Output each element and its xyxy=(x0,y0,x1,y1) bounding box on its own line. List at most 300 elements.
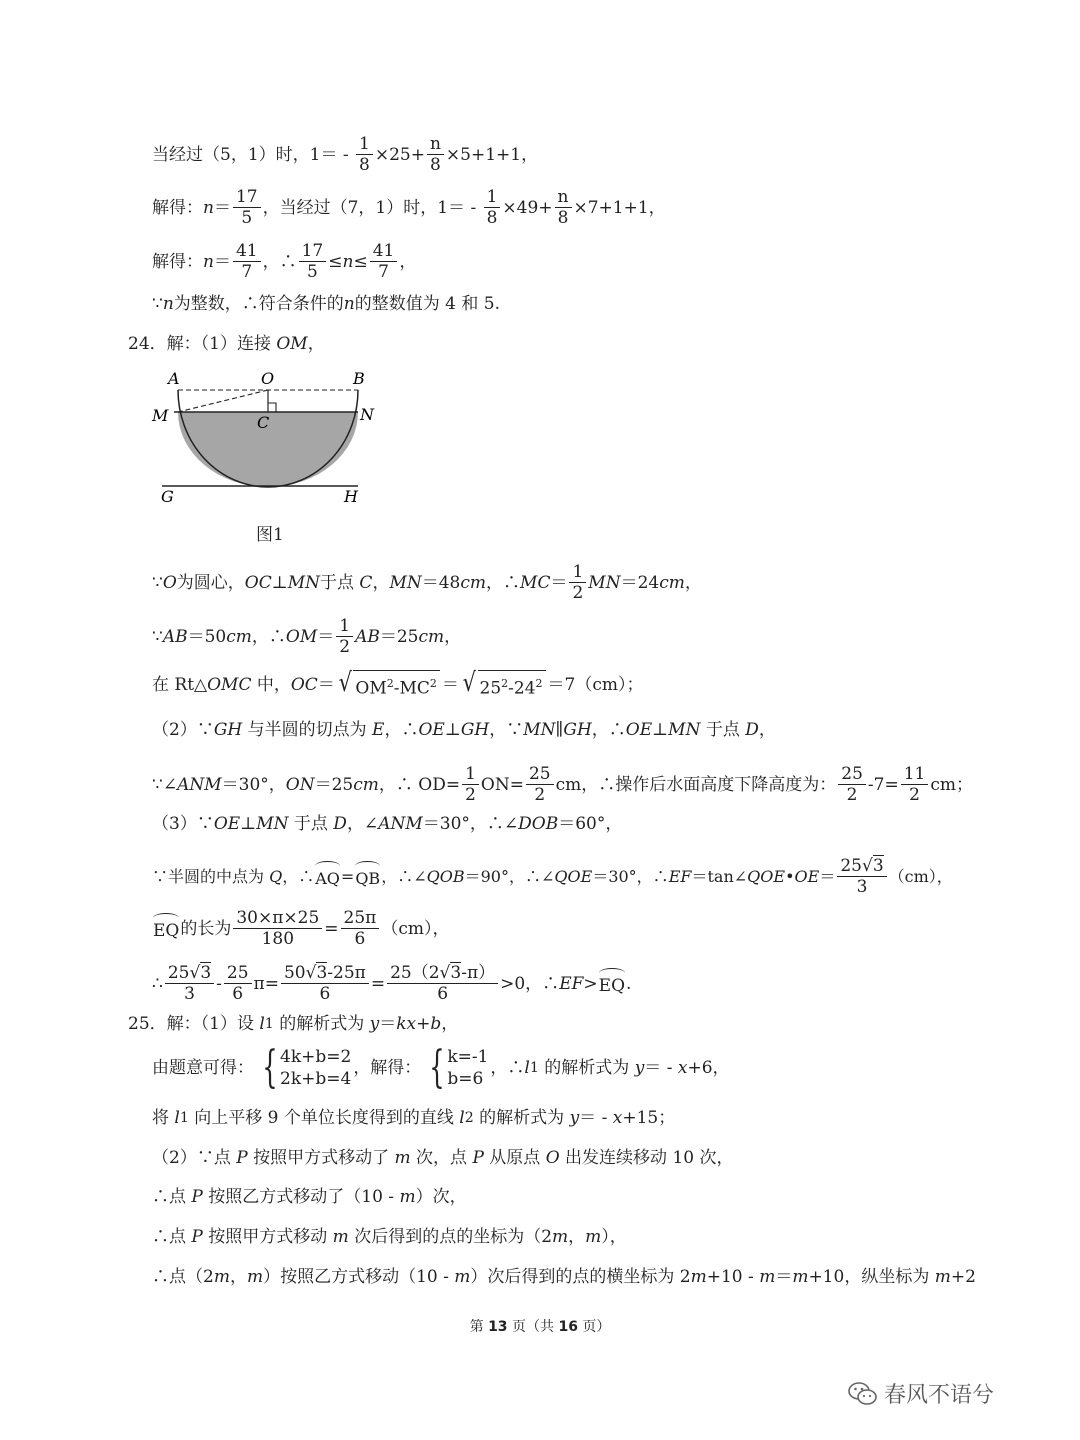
equation-system xyxy=(256,1042,352,1093)
text: ×25+ xyxy=(374,144,425,165)
brace: { xyxy=(262,1042,278,1093)
radicand xyxy=(353,670,440,700)
text: ＝ - xyxy=(644,1058,678,1078)
label-n: N xyxy=(360,405,374,424)
question-24-heading xyxy=(128,332,325,356)
text: 于点 xyxy=(320,572,360,593)
numerator: 25（2√3-π） xyxy=(387,963,498,984)
variable: OE xyxy=(625,720,653,740)
fraction xyxy=(233,908,322,949)
denominator: 6 xyxy=(319,984,331,1004)
text: ，∴ xyxy=(591,720,626,740)
denominator: 2 xyxy=(339,637,351,657)
line-1 xyxy=(152,134,538,175)
denominator: 2 xyxy=(534,785,546,805)
fraction xyxy=(224,963,252,1004)
text: 在 Rt△ xyxy=(152,674,208,695)
text: ∵ xyxy=(152,572,163,593)
text: 的长为 xyxy=(180,918,232,939)
equation: k=-1 xyxy=(447,1047,489,1067)
text: > xyxy=(583,973,598,994)
numerator: 1 xyxy=(336,616,353,637)
text: （cm）， xyxy=(888,866,953,886)
fraction xyxy=(555,187,572,228)
text: ∴点 xyxy=(152,1227,192,1247)
variable: m xyxy=(394,1148,411,1168)
text: ＝30°，∴ xyxy=(592,866,669,886)
text: 24．解：（1）连接 xyxy=(128,334,277,354)
variable: D xyxy=(745,720,759,740)
text: ∵∠ xyxy=(152,774,178,795)
variable: OM xyxy=(276,334,308,354)
line-9 xyxy=(152,718,776,742)
text: ＝ - xyxy=(579,1108,613,1128)
variable: MN xyxy=(523,720,556,740)
numerator: n xyxy=(555,187,572,208)
variable: x xyxy=(677,1058,688,1078)
equations xyxy=(280,1046,351,1090)
numerator: 25 xyxy=(526,764,554,785)
coefficient: 25 xyxy=(840,856,862,876)
variable: QOE xyxy=(747,866,786,886)
variable: ON xyxy=(285,774,315,795)
line-10 xyxy=(152,764,973,805)
text: ＝ xyxy=(213,251,231,272)
variable: m xyxy=(690,1267,707,1287)
text: ∴ xyxy=(152,973,163,994)
numerator: 25π xyxy=(341,908,380,929)
radicand: 3 xyxy=(872,856,884,876)
question-25-heading xyxy=(128,1012,458,1036)
text: 25．解：（1）设 xyxy=(128,1014,260,1034)
coefficient: 25 xyxy=(167,963,190,983)
footer-text: 第 xyxy=(469,1319,489,1335)
text: ，∴ xyxy=(384,720,419,740)
text: ）， xyxy=(601,1227,627,1247)
line-3 xyxy=(152,241,416,282)
unit: cm xyxy=(418,626,445,647)
variable: Q xyxy=(269,866,283,886)
denominator: 7 xyxy=(241,262,253,282)
text: >0，∴ xyxy=(500,973,560,994)
variable: MC xyxy=(520,572,551,593)
text: +6， xyxy=(687,1058,730,1078)
variable: m xyxy=(332,1227,349,1247)
fraction xyxy=(569,562,586,603)
line-17 xyxy=(152,1106,675,1130)
text: ＝25 xyxy=(379,626,419,647)
variable: OC xyxy=(244,572,272,593)
text: ∴点（2 xyxy=(152,1267,214,1287)
text: ⊥ xyxy=(240,814,257,834)
unit: cm xyxy=(226,626,252,647)
variable: EF xyxy=(559,973,584,994)
text: 的整数值为 4 和 5. xyxy=(354,294,500,314)
label-h: H xyxy=(344,487,358,506)
text: ON= xyxy=(480,774,524,795)
label-a: A xyxy=(168,369,180,388)
fraction xyxy=(370,241,398,282)
text: ∵ xyxy=(152,294,163,314)
text: +10，纵坐标为 xyxy=(808,1267,935,1287)
variable: n xyxy=(203,197,214,218)
text: ＝90°，∴∠ xyxy=(464,866,555,886)
variable: MN xyxy=(668,720,701,740)
text: ⊥ xyxy=(652,720,669,740)
text: ）次后得到的点的横坐标为 2 xyxy=(470,1267,691,1287)
fraction xyxy=(484,187,501,228)
text: ＝24 xyxy=(620,572,660,593)
denominator: 3 xyxy=(184,984,195,1004)
numerator: 17 xyxy=(233,187,261,208)
equation: b=6 xyxy=(447,1069,484,1089)
line-18 xyxy=(152,1146,733,1170)
exponent: 2 xyxy=(535,677,543,690)
denominator: 6 xyxy=(354,929,366,949)
variable: P xyxy=(191,1227,203,1247)
text: 将 xyxy=(152,1108,175,1128)
variable: QOB xyxy=(426,866,465,886)
denominator: 8 xyxy=(557,208,569,228)
text: ，∴ OD= xyxy=(378,774,461,795)
line-13 xyxy=(152,908,450,949)
square-root xyxy=(461,670,546,700)
variable: O xyxy=(545,1148,560,1168)
fraction xyxy=(427,134,444,175)
denominator: 2 xyxy=(909,785,920,805)
unit: cm xyxy=(659,572,685,593)
term: OM xyxy=(355,678,387,699)
fraction xyxy=(387,963,498,1004)
fraction xyxy=(299,241,327,282)
numerator: 25√3 xyxy=(165,963,214,984)
numerator: 11 xyxy=(901,764,929,785)
text: +10 - xyxy=(706,1267,760,1287)
text: cm； xyxy=(930,774,974,795)
text: ， xyxy=(441,1014,459,1034)
variable: y xyxy=(369,1014,380,1034)
text: 解得： xyxy=(152,197,203,218)
variable: MN xyxy=(389,572,422,593)
subscript: 1 xyxy=(529,1060,539,1076)
text: = xyxy=(324,918,339,939)
text: ， xyxy=(372,572,390,593)
denominator: 2 xyxy=(572,583,584,603)
text: 当经过（5，1）时，1＝ - xyxy=(152,144,354,165)
text: ，当经过（7，1）时，1＝ - xyxy=(262,197,482,218)
text: +2 xyxy=(950,1267,976,1287)
line-14 xyxy=(152,963,631,1004)
text: ＝ xyxy=(441,674,459,695)
variable: D xyxy=(333,814,347,834)
variable: m xyxy=(246,1267,264,1287)
denominator: 8 xyxy=(359,155,370,175)
square-root xyxy=(337,670,440,700)
exponent: 2 xyxy=(501,677,509,690)
equation-system xyxy=(423,1042,489,1093)
variable: MN xyxy=(287,572,321,593)
arc-eq: EQ xyxy=(153,915,179,943)
text: ＝25 xyxy=(314,774,354,795)
text: + xyxy=(416,1014,431,1034)
figure-1-diagram xyxy=(150,366,380,511)
variable: m xyxy=(213,1267,230,1287)
variable: kx xyxy=(396,1014,417,1034)
line-7 xyxy=(152,616,461,657)
numerator: 50√3-25π xyxy=(281,963,369,984)
equation: 4k+b=2 xyxy=(280,1047,352,1067)
variable: OE xyxy=(213,814,241,834)
fraction xyxy=(462,764,479,805)
variable: n xyxy=(343,294,355,314)
variable: l xyxy=(259,1014,265,1034)
text: ，∴ xyxy=(486,572,521,593)
numerator: n xyxy=(427,134,444,155)
watermark xyxy=(848,1378,994,1409)
variable: OMC xyxy=(207,674,252,695)
fraction xyxy=(233,187,261,228)
text: ，∴∠ xyxy=(381,866,427,886)
variable: ANM xyxy=(177,774,222,795)
text: 从原点 xyxy=(483,1148,546,1168)
text: . xyxy=(626,973,632,994)
text: ）次， xyxy=(415,1187,467,1207)
denominator: 8 xyxy=(430,155,441,175)
text: +15； xyxy=(622,1108,676,1128)
variable: P xyxy=(191,1187,203,1207)
text: ＝ xyxy=(379,1014,397,1034)
variable: MN xyxy=(256,814,289,834)
text: ＝ xyxy=(317,626,335,647)
line-21 xyxy=(152,1265,976,1289)
variable: OE xyxy=(794,866,820,886)
text: 为圆心， xyxy=(176,572,245,593)
variable: l xyxy=(459,1108,465,1128)
page-total: 16 xyxy=(558,1319,578,1335)
text: ≤ xyxy=(353,251,368,272)
text: 的解析式为 xyxy=(538,1058,635,1078)
numerator: 25 xyxy=(224,963,252,984)
numerator: 1 xyxy=(462,764,479,785)
exponent: 2 xyxy=(386,677,394,690)
denominator: 3 xyxy=(856,877,868,897)
variable: OC xyxy=(290,674,318,695)
equations xyxy=(447,1046,488,1090)
text: 出发连续移动 10 次， xyxy=(559,1148,734,1168)
text: 次，点 xyxy=(410,1148,473,1168)
text: ＝tan∠ xyxy=(691,866,748,886)
term: -25π xyxy=(327,963,366,983)
variable: n xyxy=(203,251,214,272)
text: ＝30°，∴∠ xyxy=(422,814,519,834)
variable: n xyxy=(342,251,354,272)
text: ∴点 xyxy=(152,1187,192,1207)
text: ⊥ xyxy=(271,572,288,593)
text: 解得： xyxy=(152,251,203,272)
label-o: O xyxy=(261,369,275,388)
text: ， xyxy=(684,572,702,593)
variable: O xyxy=(162,572,177,593)
denominator: 6 xyxy=(232,984,244,1004)
radicand xyxy=(478,670,546,700)
brace: { xyxy=(429,1042,446,1093)
variable: AB xyxy=(162,626,188,647)
numerator: 41 xyxy=(370,241,398,262)
text: cm，∴操作后水面高度下降高度为： xyxy=(555,774,837,795)
unit: cm xyxy=(353,774,379,795)
term: -π） xyxy=(461,963,496,983)
text: 于点 xyxy=(288,814,334,834)
line-6 xyxy=(152,562,702,603)
variable: b xyxy=(430,1014,442,1034)
text: π= xyxy=(253,973,279,994)
exponent: 2 xyxy=(429,677,437,690)
text: = xyxy=(370,973,386,994)
text: 由题意可得： xyxy=(152,1058,254,1078)
radicand: 3 xyxy=(200,963,212,983)
text: ×49+ xyxy=(502,197,553,218)
fraction xyxy=(837,856,886,897)
text: ，∴ xyxy=(262,251,297,272)
line-4 xyxy=(152,292,500,316)
variable: GH xyxy=(460,720,490,740)
line-8 xyxy=(152,670,644,700)
line-om xyxy=(178,390,268,412)
variable: n xyxy=(162,294,174,314)
term: -24 xyxy=(508,678,536,699)
text: ＝50 xyxy=(187,626,227,647)
equation: 2k+b=4 xyxy=(280,1069,352,1089)
line-16 xyxy=(152,1042,730,1093)
fraction xyxy=(901,764,929,805)
denominator: 2 xyxy=(465,785,476,805)
numerator: 17 xyxy=(299,241,327,262)
variable: P xyxy=(236,1148,248,1168)
variable: m xyxy=(934,1267,951,1287)
wechat-icon xyxy=(848,1381,878,1407)
numerator: 25√3 xyxy=(837,856,886,877)
fraction xyxy=(233,241,261,282)
text: ， xyxy=(568,1227,586,1247)
variable: l xyxy=(174,1108,180,1128)
numerator: 1 xyxy=(356,134,373,155)
fraction xyxy=(336,616,353,657)
subscript: 2 xyxy=(464,1110,474,1126)
text: ＝ xyxy=(317,674,335,695)
text: ×7+1+1， xyxy=(573,197,666,218)
text: ＝30°， xyxy=(221,774,286,795)
text: ， xyxy=(444,626,462,647)
text: 的解析式为 xyxy=(273,1014,370,1034)
radicand: 3 xyxy=(316,963,328,983)
text: 按照甲方式移动 xyxy=(202,1227,333,1247)
variable: C xyxy=(359,572,373,593)
variable: EF xyxy=(668,866,692,886)
variable: ANM xyxy=(378,814,423,834)
variable: y xyxy=(634,1058,645,1078)
variable: x xyxy=(612,1108,623,1128)
label-c: C xyxy=(257,413,270,432)
text: ∵半圆的中点为 xyxy=(152,866,270,886)
text: ∥ xyxy=(555,720,564,740)
text: ，∠ xyxy=(346,814,379,834)
text: ＝7（cm）； xyxy=(547,674,644,695)
denominator: 5 xyxy=(241,208,253,228)
variable: OE xyxy=(418,720,445,740)
text: 按照甲方式移动了 xyxy=(247,1148,395,1168)
arc-aq: AQ xyxy=(315,863,340,891)
text: （2）∵ xyxy=(152,720,214,740)
denominator: 5 xyxy=(307,262,318,282)
fraction xyxy=(281,963,369,1004)
text: 中， xyxy=(251,674,291,695)
page-footer xyxy=(0,1316,1080,1336)
text: -7= xyxy=(867,774,899,795)
fraction xyxy=(341,908,380,949)
variable: GH xyxy=(213,720,243,740)
text: ， xyxy=(758,720,776,740)
line-19 xyxy=(152,1185,467,1209)
text: 向上平移 9 个单位长度得到的直线 xyxy=(188,1108,460,1128)
arc-qb: QB xyxy=(355,863,380,891)
text: ＝ xyxy=(550,572,568,593)
line-12 xyxy=(152,856,953,897)
fraction xyxy=(165,963,214,1004)
denominator: 180 xyxy=(261,929,295,949)
text: • xyxy=(785,866,795,886)
radical-sign: √ xyxy=(462,668,476,698)
text: ＝60°， xyxy=(558,814,623,834)
term: 25 xyxy=(479,678,502,699)
subscript: 1 xyxy=(179,1110,189,1126)
radical-sign: √ xyxy=(338,668,352,698)
term: 50 xyxy=(283,963,306,983)
page-number: 13 xyxy=(488,1319,508,1335)
text: 的解析式为 xyxy=(473,1108,570,1128)
text: ， xyxy=(307,334,325,354)
variable: E xyxy=(372,720,385,740)
variable: m xyxy=(792,1267,809,1287)
text: ＝ xyxy=(775,1267,793,1287)
line-20 xyxy=(152,1225,627,1249)
term: -MC xyxy=(393,678,430,699)
variable: DOB xyxy=(518,814,559,834)
text: ，∴ xyxy=(251,626,286,647)
fraction xyxy=(838,764,866,805)
variable: m xyxy=(759,1267,776,1287)
unit: cm xyxy=(460,572,487,593)
text: ＝ xyxy=(819,866,836,886)
text: ， xyxy=(229,1267,247,1287)
text: 为整数，∴符合条件的 xyxy=(173,294,344,314)
denominator: 7 xyxy=(378,262,389,282)
label-b: B xyxy=(353,369,365,388)
text: ，∴ xyxy=(490,1058,525,1078)
text: ∵ xyxy=(152,626,163,647)
fraction xyxy=(356,134,373,175)
subscript: 1 xyxy=(264,1016,274,1032)
numerator: 1 xyxy=(569,562,586,583)
text: ×5+1+1， xyxy=(445,144,539,165)
variable: QOE xyxy=(554,866,593,886)
figure-caption: 图1 xyxy=(256,525,284,545)
variable: y xyxy=(569,1108,580,1128)
text: ， xyxy=(399,251,417,272)
text: ，∵ xyxy=(489,720,524,740)
variable: P xyxy=(472,1148,484,1168)
variable: m xyxy=(552,1227,569,1247)
text: 与半圆的切点为 xyxy=(242,720,373,740)
